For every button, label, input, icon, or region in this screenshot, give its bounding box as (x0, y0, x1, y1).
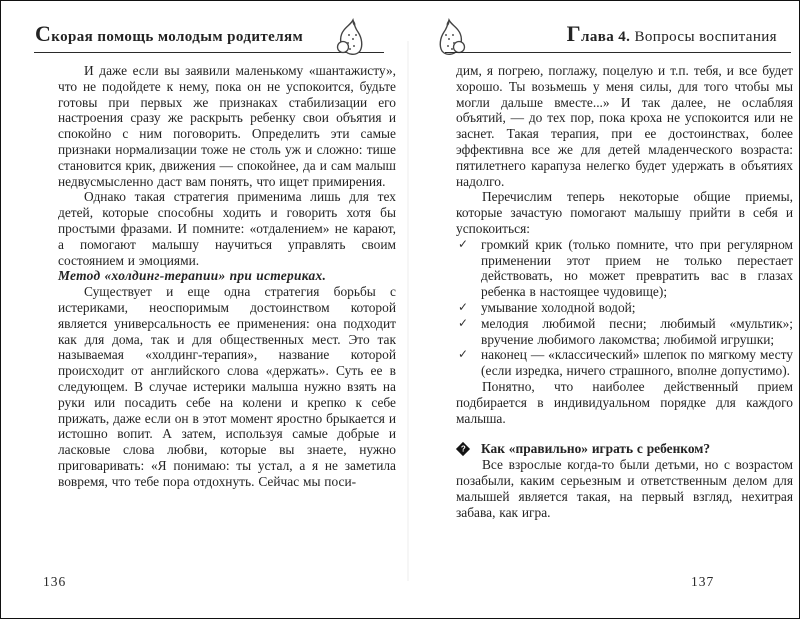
question-diamond-icon: ? (456, 442, 470, 456)
page-number-left: 136 (43, 574, 67, 589)
paragraph: Понятно, что наиболее действенный прием подбирается в индивидуальном порядке для каждого малыша. (456, 378, 793, 426)
left-page (29, 15, 397, 607)
chapter-title: Вопросы воспитания (630, 29, 777, 45)
calming-techniques-list (456, 237, 793, 379)
page-gutter-shadow (407, 41, 409, 581)
paragraph: Перечислим теперь некоторые общие приемы, которые зачастую помогают малышу прийти в себя и успокоиться: (456, 189, 793, 236)
right-running-header (433, 15, 793, 61)
header-rule-left (34, 52, 384, 53)
left-page-body (58, 63, 396, 490)
paragraph: дим, я погрею, поглажу, поцелую и т.п. тебя, и все будет хорошо. Ты возьмешь у меня силы, для того чтобы мы могли дальше вместе...» И так далее, не ослабляя объятий, — до тех пор, пока кроха не успокоится или не заснет. Такая терапия, при ее достоинствах, более эффективна все же для детей младенческого возраста: пятилетнего карапуза нелегко будет удержать в объятиях надолго. (456, 63, 793, 189)
check-icon: ✓ (458, 236, 469, 251)
right-page (433, 15, 793, 607)
list-item-text: громкий крик (только помните, что при регулярном применении этот прием не только перестает действовать, но может превратить вас в глазах ребенка в настоящее чудовище); (481, 236, 793, 300)
section-heading (456, 441, 793, 457)
paragraph: Однако такая стратегия применима лишь для тех детей, которые способны ходить и говорить хотя бы простыми фразами. И помните: «отдалением» не карают, а помогают малышу научиться управлять своим состоянием и эмоциями. (58, 189, 396, 268)
paragraph: Все взрослые когда-то были детьми, но с возрастом позабыли, каким серьезным и ответственным делом для малышей является такая, на первый взгляд, нехитрая забава, как игра. (456, 457, 793, 520)
paragraph: Существует и еще одна стратегия борьбы с истериками, неоспоримым достоинством которой является универсальность ее применения: она подходит как для дома, так и для общественных мест. Это так называемая «холдинг-терапия», название которой происходит от английского слова «держать». Суть ее в следующем. В случае истерики малыша нужно взять на руки или посадить себе на колени и крепко к себе прижать, даже если он в этот момент яростно брыкается и истошно вопит. А затем, используя самые добрые и ласковые слова любви, которые вы знаете, нужно приговаривать: «Я понимаю: ты устал, а я не заметила вовремя, что тебе пора отдохнуть. Сейчас мы поси- (58, 284, 396, 489)
method-heading: Метод «холдинг-терапии» при истериках. (58, 268, 327, 284)
list-item (456, 300, 793, 316)
header-rule-right (445, 52, 791, 53)
stork-bundle-icon (333, 17, 367, 61)
chapter-heading (566, 21, 777, 46)
page-number-right: 137 (691, 574, 715, 589)
list-item (456, 347, 793, 379)
stork-bundle-icon (435, 17, 469, 61)
check-icon: ✓ (458, 315, 469, 330)
list-item-text: наконец — «классический» шлепок по мягкому месту (если изредка, ничего страшного, вполне допустимо). (481, 347, 793, 379)
chapter-label: Глава 4. (566, 21, 631, 46)
list-item (456, 237, 793, 300)
left-running-title: Скорая помощь молодым родителям (35, 21, 304, 46)
check-icon: ✓ (458, 347, 469, 362)
list-item-text: умывание холодной водой; (481, 299, 636, 315)
section-title: Как «правильно» играть с ребенком? (481, 441, 711, 457)
list-item (456, 316, 793, 348)
check-icon: ✓ (458, 299, 469, 314)
list-item-text: мелодия любимой песни; любимый «мультик»; вручение любимого лакомства; любимой игрушки; (481, 315, 793, 347)
left-running-header (29, 15, 397, 61)
paragraph: И даже если вы заявили маленькому «шантажисту», что не подойдете к нему, пока он не успокоится, будьте готовы при первых же признаках стабилизации его настроения сразу же раскрыть ребенку свои объятия и спокойно с ним поговорить. Определить эти самые признаки нормализации тоже не столь уж и сложно: тише становится крик, движения — спокойнее, да и сам малыш недвусмысленно даст вам понять, что ищет примирения. (58, 63, 396, 189)
right-page-body (456, 63, 793, 520)
